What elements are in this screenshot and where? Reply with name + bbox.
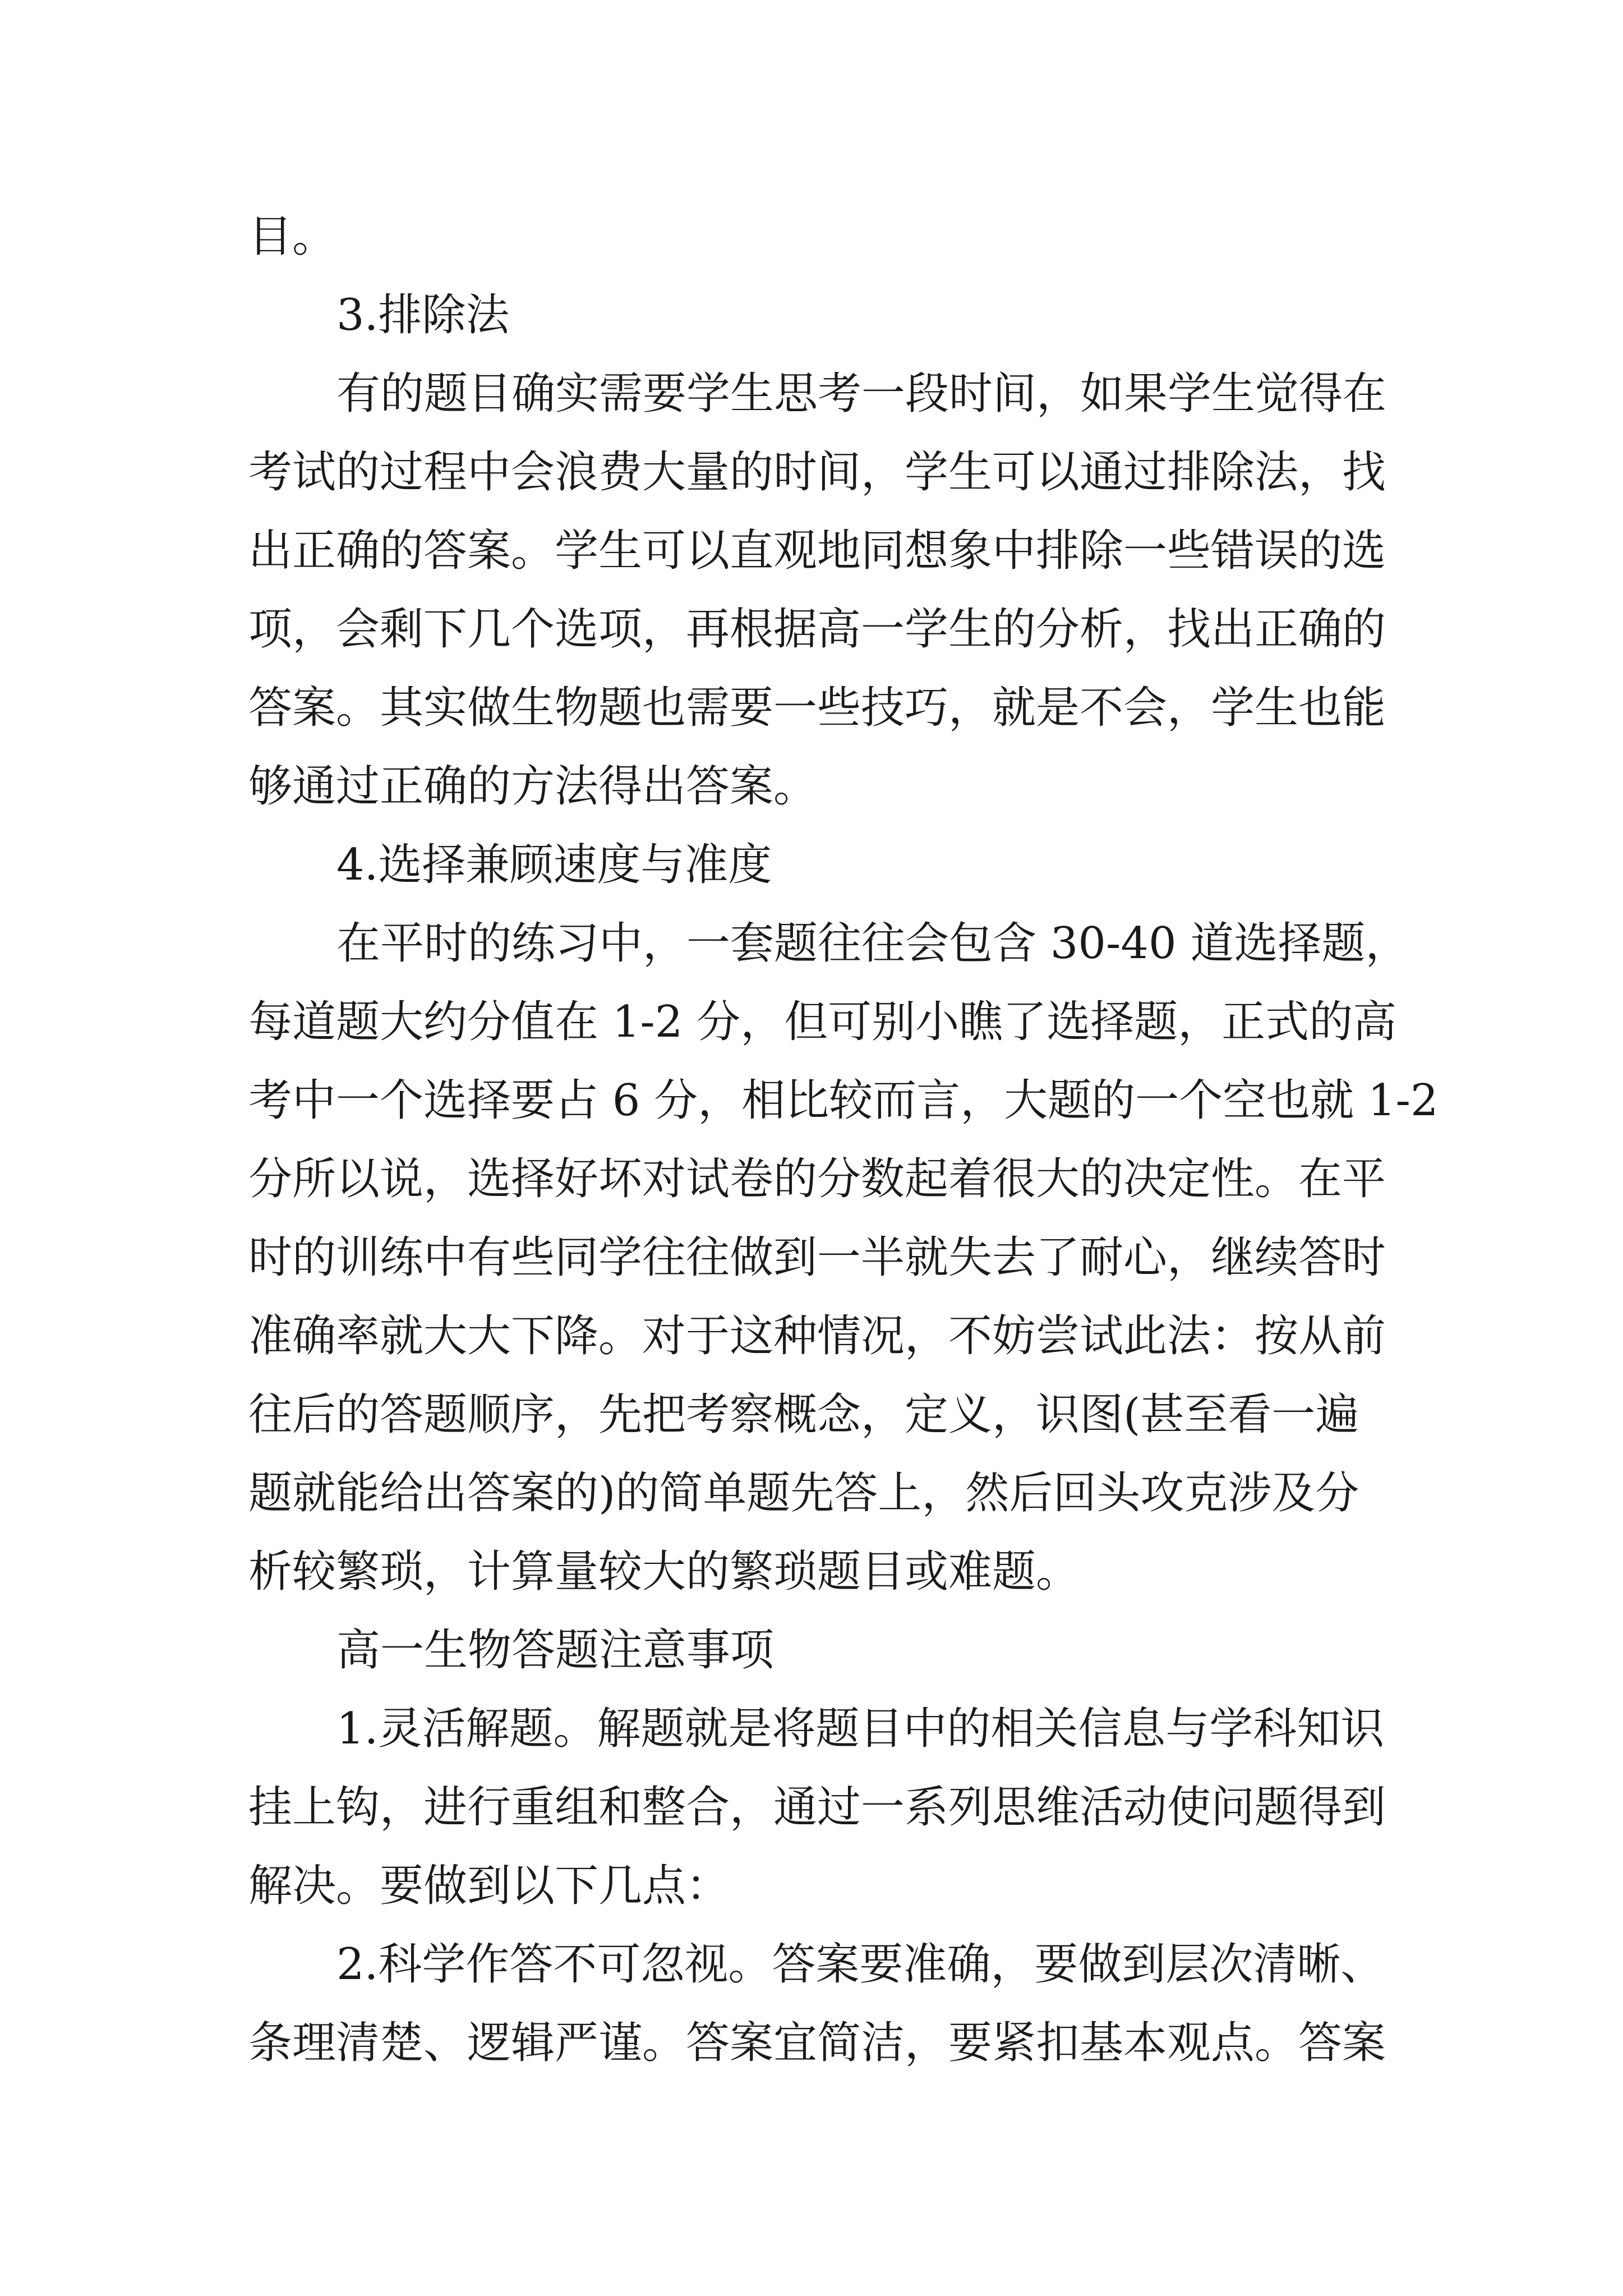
paragraph-line: 出正确的答案。学生可以直观地同想象中排除一些错误的选 bbox=[248, 526, 1386, 576]
section-heading-notes: 高一生物答题注意事项 bbox=[336, 1625, 774, 1676]
paragraph-line: 考中一个选择要占 6 分，相比较而言，大题的一个空也就 1-2 bbox=[248, 1075, 1438, 1126]
paragraph-line: 考试的过程中会浪费大量的时间，学生可以通过排除法，找 bbox=[248, 447, 1386, 498]
paragraph-line: 项，会剩下几个选项，再根据高一学生的分析，找出正确的 bbox=[248, 604, 1386, 655]
paragraph-line: 答案。其实做生物题也需要一些技巧，就是不会，学生也能 bbox=[248, 683, 1386, 733]
paragraph-line: 往后的答题顺序，先把考察概念，定义，识图(甚至看一遍 bbox=[248, 1389, 1359, 1440]
paragraph-line: 析较繁琐，计算量较大的繁琐题目或难题。 bbox=[248, 1547, 1080, 1597]
paragraph-line: 有的题目确实需要学生思考一段时间，如果学生觉得在 bbox=[336, 369, 1387, 419]
section-heading-elimination: 3.排除法 bbox=[336, 290, 510, 341]
paragraph-line: 在平时的练习中，一套题往往会包含 30-40 道选择题， bbox=[336, 918, 1409, 969]
paragraph-line: 目。 bbox=[248, 211, 336, 262]
paragraph-line: 条理清楚、逻辑严谨。答案宜简洁，要紧扣基本观点。答案 bbox=[248, 2018, 1386, 2068]
paragraph-line: 够通过正确的方法得出答案。 bbox=[248, 761, 818, 812]
paragraph-line: 分所以说，选择好坏对试卷的分数起着很大的决定性。在平 bbox=[248, 1154, 1386, 1204]
paragraph-line: 题就能给出答案的)的简单题先答上，然后回头攻克涉及分 bbox=[248, 1468, 1359, 1519]
paragraph-line: 2.科学作答不可忽视。答案要准确，要做到层次清晰、 bbox=[336, 1939, 1385, 1990]
paragraph-line: 解决。要做到以下几点： bbox=[248, 1861, 730, 1911]
paragraph-line: 挂上钩，进行重组和整合，通过一系列思维活动使问题得到 bbox=[248, 1782, 1386, 1833]
paragraph-line: 1.灵活解题。解题就是将题目中的相关信息与学科知识 bbox=[336, 1704, 1385, 1754]
paragraph-line: 时的训练中有些同学往往做到一半就失去了耐心，继续答时 bbox=[248, 1232, 1386, 1283]
paragraph-line: 准确率就大大下降。对于这种情况，不妨尝试此法：按从前 bbox=[248, 1311, 1386, 1361]
paragraph-line: 每道题大约分值在 1-2 分，但可别小瞧了选择题，正式的高 bbox=[248, 997, 1397, 1047]
section-heading-speed-accuracy: 4.选择兼顾速度与准度 bbox=[336, 840, 772, 890]
